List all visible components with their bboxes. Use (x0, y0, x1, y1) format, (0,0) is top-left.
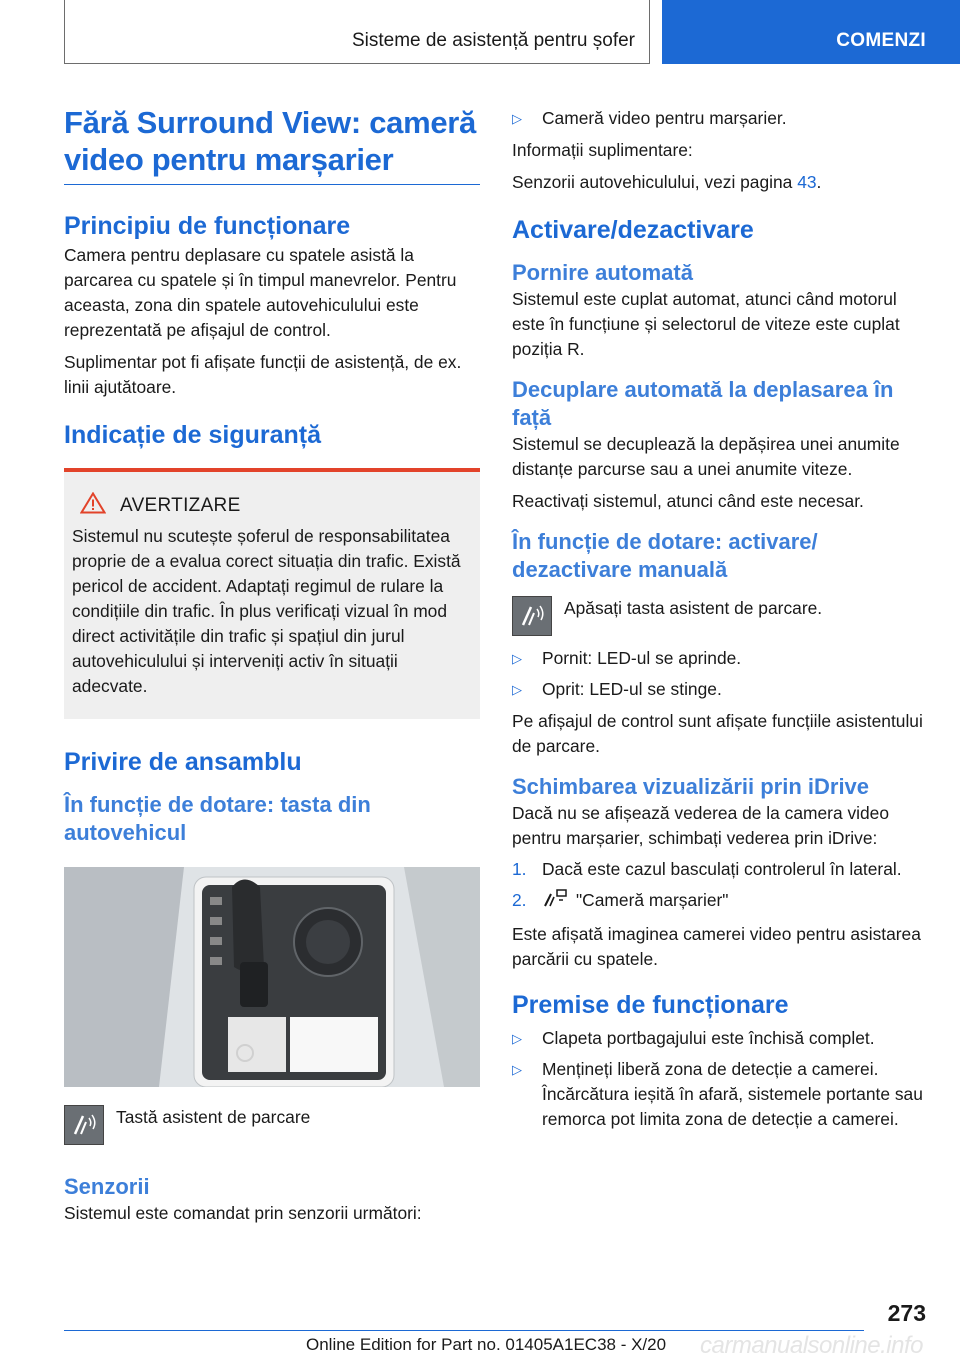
parking-assistant-button-icon (64, 1105, 104, 1145)
title-divider (64, 184, 480, 185)
principle-paragraph-1: Camera pentru deplasare cu spatele asistă la parcarea cu spatele și în timpul manevrelor. Pentru aceasta, zona din spatele autovehiculului este reprezentată pe afișajul de control. (64, 245, 457, 340)
sensor-list (512, 106, 926, 131)
warning-triangle-icon (80, 492, 106, 519)
triangle-bullet-icon: ▷ (512, 682, 522, 697)
watermark-text: carmanualsonline.info (700, 1332, 923, 1359)
page-number: 273 (887, 1300, 926, 1326)
idrive-intro: Dacă nu se afișează vederea de la camera video pentru marșarier, schimbați vederea prin iDrive: (512, 803, 890, 848)
parking-assistant-button-icon (512, 596, 552, 636)
idrive-steps (512, 857, 926, 915)
step-number: 1. (512, 859, 527, 879)
premise-list (512, 1026, 926, 1132)
manual-list (512, 646, 926, 702)
header-chapter-label: COMENZI (836, 30, 926, 51)
list-item: ▷ Pornit: LED-ul se aprinde. (512, 646, 926, 671)
principle-heading: Principiu de funcționare (64, 212, 351, 240)
left-column (64, 104, 480, 1226)
auto-on-text: Sistemul este cuplat automat, atunci când motorul este în funcțiune și selectorul de viteze este cuplat poziția R. (512, 289, 900, 359)
header-section-title: Sisteme de asistență pentru șofer (351, 30, 635, 51)
activation-heading: Activare/dezactivare (512, 216, 754, 244)
auto-off-text: Sistemul se decuplează la depășirea unei anumite distanțe parcurse sau a unei anumite viteze. (512, 434, 900, 479)
idrive-result: Este afișată imaginea camerei video pentru asistarea parcării cu spatele. (512, 924, 921, 969)
triangle-bullet-icon: ▷ (512, 651, 522, 666)
footer-divider (64, 1330, 864, 1331)
manual-display-text: Pe afișajul de control sunt afișate funcțiile asistentului de parcare. (512, 711, 923, 756)
step-number: 2. (512, 890, 527, 910)
more-info-text: Senzorii autovehiculului, vezi pagina 43. (512, 172, 822, 192)
page-reference-link[interactable]: 43 (797, 172, 817, 192)
list-item: ▷ Mențineți liberă zona de detecție a camerei. Încărcătura ieșită în afară, sistemele portante sau remorca pot limita zona de detecție a camerei. (512, 1059, 923, 1129)
main-title: Fără Surround View: cameră video pentru marșarier (64, 105, 477, 177)
sensors-heading: Senzorii (64, 1174, 150, 1199)
auto-off-heading: Decuplare automată la deplasarea în față (512, 377, 894, 430)
principle-paragraph-2: Suplimentar pot fi afișate funcții de asistență, de ex. linii ajutătoare. (64, 352, 462, 397)
parking-assistant-caption-row (64, 1105, 480, 1145)
center-console-photo (64, 867, 480, 1087)
more-info-label: Informații suplimentare: (512, 140, 693, 160)
list-item: ▷ Cameră video pentru marșarier. (512, 106, 926, 131)
warning-text: Sistemul nu scutește șoferul de responsabilitatea proprie de a evalua corect situația din trafic. Există pericol de accident. Adaptați regimul de rulare la condițiile din trafic. În plus verificați vizual în mod direct activitățile din trafic și spațiul din jurul autovehiculului și interveniți activ în situații adecvate. (72, 526, 461, 696)
button-heading: În funcție de dotare: tasta din autovehicul (64, 792, 371, 845)
triangle-bullet-icon: ▷ (512, 1062, 522, 1077)
warning-box (64, 468, 480, 719)
list-item: ▷ Oprit: LED-ul se stinge. (512, 677, 926, 702)
overview-heading: Privire de ansamblu (64, 748, 302, 776)
triangle-bullet-icon: ▷ (512, 111, 522, 126)
parking-assistant-caption: Tastă asistent de parcare (116, 1107, 311, 1127)
header-chapter-tab[interactable] (662, 0, 960, 64)
footer-edition-text: Online Edition for Part no. 01405A1EC38 - X/20 (306, 1335, 667, 1354)
list-item: 2. "Cameră marșarier" (512, 888, 926, 915)
warning-header (80, 492, 472, 519)
list-item: 1. Dacă este cazul basculați controlerul în lateral. (512, 857, 926, 882)
sensors-text: Sistemul este comandat prin senzorii următori: (64, 1203, 422, 1223)
manual-press-row (512, 596, 926, 636)
header-section-box (64, 0, 650, 64)
reactivate-text: Reactivați sistemul, atunci când este necesar. (512, 491, 864, 511)
camera-icon (542, 888, 568, 915)
right-column (512, 104, 926, 1132)
safety-heading: Indicație de siguranță (64, 421, 322, 449)
premise-heading: Premise de funcționare (512, 991, 789, 1019)
center-console-illustration (64, 867, 480, 1087)
warning-label: AVERTIZARE (120, 494, 241, 516)
list-item: ▷ Clapeta portbagajului este închisă complet. (512, 1026, 926, 1051)
triangle-bullet-icon: ▷ (512, 1031, 522, 1046)
idrive-heading: Schimbarea vizualizării prin iDrive (512, 774, 870, 799)
manual-press-text: Apăsați tasta asistent de parcare. (564, 598, 823, 618)
manual-heading: În funcție de dotare: activare/ dezactivare manuală (512, 529, 818, 582)
auto-on-heading: Pornire automată (512, 260, 693, 285)
